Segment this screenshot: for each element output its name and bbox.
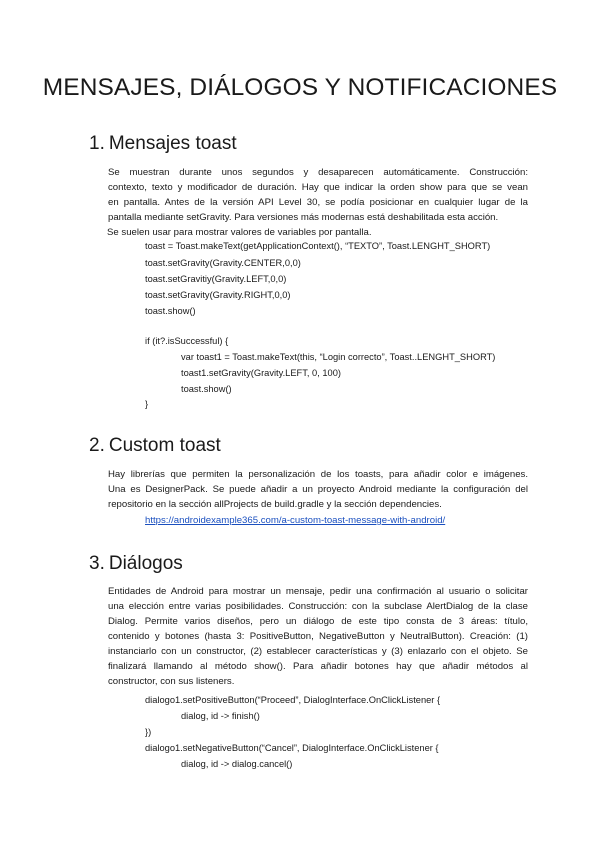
- code-line: toast.show(): [181, 384, 232, 394]
- paragraph-line: Una es DesignerPack. Se puede añadir a un proyecto Android mediante la configuración del: [108, 484, 528, 495]
- code-line: toast.show(): [145, 306, 196, 316]
- code-line: }: [145, 399, 149, 409]
- paragraph-line: instanciarlo con un constructor, (2) establecer características y (3) enlazarlo con el objeto. Se: [108, 646, 528, 657]
- paragraph-line: en pantalla. Antes de la versión API Level 30, se podía posicionar en cualquier lugar de la: [108, 197, 528, 208]
- paragraph-line: constructor, con sus listeners.: [108, 676, 235, 687]
- paragraph-line: Hay librerías que permiten la personalización de los toasts, para añadir color e imágenes.: [108, 469, 528, 480]
- code-line: toast.setGravity(Gravity.RIGHT,0,0): [145, 290, 291, 300]
- section-2-paragraph: [108, 467, 528, 512]
- paragraph-line: Se suelen usar para mostrar valores de variables por pantalla.: [107, 227, 372, 238]
- section-3-heading: [89, 553, 183, 575]
- paragraph-line: contenido y botones (hasta 3: PositiveButton, NegativeButton y NeutralButton). Creación: (1): [108, 631, 528, 642]
- paragraph-line: repositorio en la sección allProjects de build.gradle y la sección dependencies.: [108, 499, 442, 510]
- section-2-title: Custom toast: [108, 435, 221, 456]
- code-line: var toast1 = Toast.makeText(this, “Login correcto”, Toast..LENGHT_SHORT): [181, 352, 496, 362]
- section-2-number: 2.: [89, 435, 105, 456]
- paragraph-line: contexto, texto y modificador de duración. Hay que indicar la orden show para que se vean: [108, 182, 528, 193]
- paragraph-line: Entidades de Android para mostrar un mensaje, pedir una confirmación al usuario o solicitar: [108, 586, 528, 597]
- section-3-paragraph: [108, 584, 528, 689]
- paragraph-line: pantalla mediante setGravity. Para versiones más modernas está deshabilitada esta acción.: [108, 212, 499, 223]
- code-line: dialogo1.setPositiveButton(“Proceed”, DialogInterface.OnClickListener {: [145, 695, 441, 705]
- code-line: toast = Toast.makeText(getApplicationContext(), “TEXTO”, Toast.LENGHT_SHORT): [145, 241, 491, 251]
- designerpack-link[interactable]: https://androidexample365.com/a-custom-toast-message-with-android/: [145, 515, 446, 526]
- code-line: dialog, id -> finish(): [181, 711, 260, 721]
- code-line: toast.setGravitiy(Gravity.LEFT,0,0): [145, 274, 287, 284]
- section-1-number: 1.: [89, 133, 105, 154]
- code-line: if (it?.isSuccessful) {: [145, 336, 229, 346]
- code-line: }): [145, 727, 152, 737]
- code-line: toast.setGravity(Gravity.CENTER,0,0): [145, 258, 301, 268]
- code-line: toast1.setGravity(Gravity.LEFT, 0, 100): [181, 368, 341, 378]
- page-title: MENSAJES, DIÁLOGOS Y NOTIFICACIONES: [42, 74, 558, 101]
- section-3-title: Diálogos: [108, 553, 183, 574]
- section-2-heading: [89, 435, 221, 457]
- section-1-paragraph: [108, 165, 528, 240]
- code-line: dialog, id -> dialog.cancel(): [181, 759, 293, 769]
- paragraph-line: Se muestran durante unos segundos y desaparecen automáticamente. Construcción:: [108, 167, 528, 178]
- paragraph-line: finalizará llamando al método show(). Para añadir botones hay que añadir métodos al: [108, 661, 528, 672]
- paragraph-line: Dialog. Permite varios diseños, pero un diálogo de este tipo consta de 3 áreas: título,: [108, 616, 528, 627]
- code-line: dialogo1.setNegativeButton(“Cancel”, DialogInterface.OnClickListener {: [145, 743, 439, 753]
- section-3-number: 3.: [89, 553, 105, 574]
- section-1-title: Mensajes toast: [108, 133, 237, 154]
- paragraph-line: una elección entre varias posibilidades. Construcción: con la subclase AlertDialog de la clase: [108, 601, 528, 612]
- section-1-heading: [89, 133, 237, 155]
